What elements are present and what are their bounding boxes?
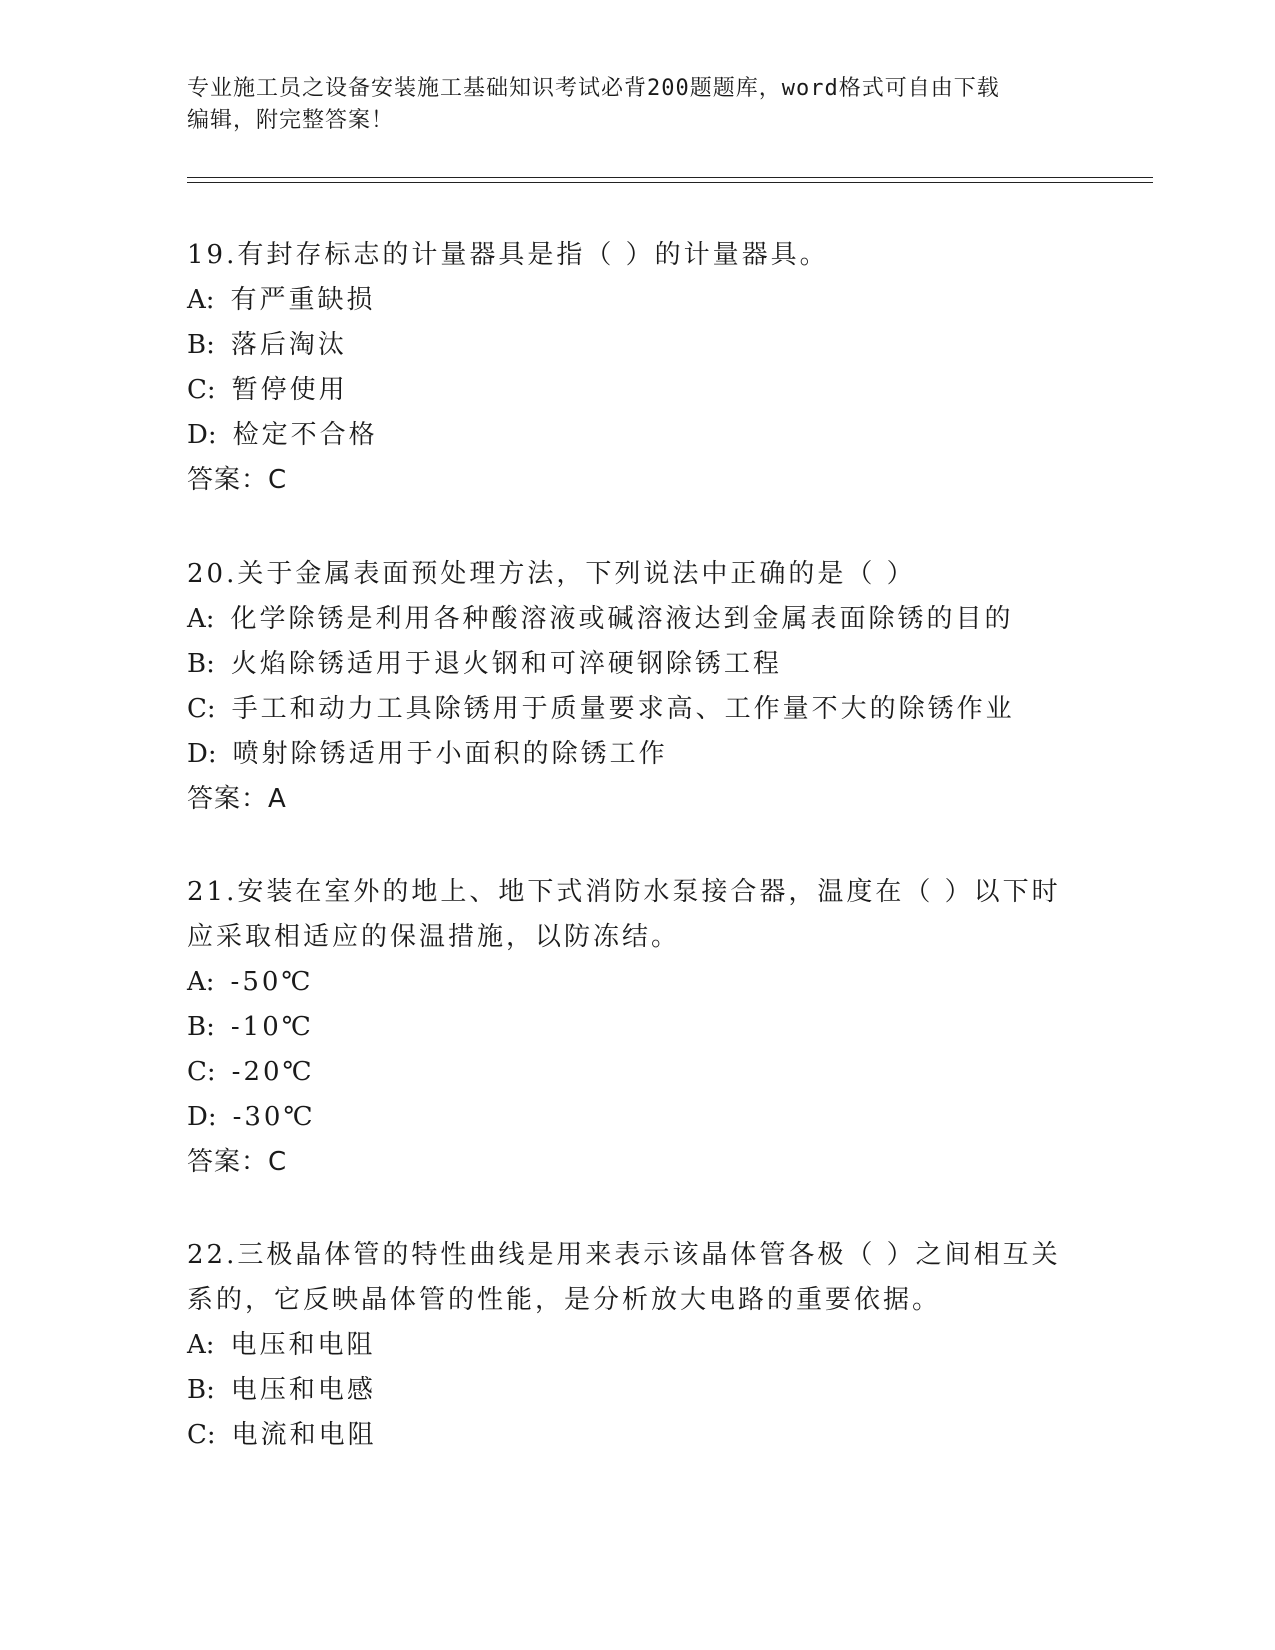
option-text: 电压和电阻 xyxy=(230,1330,376,1360)
answer-line: 答案：C xyxy=(187,1147,288,1177)
option-letter: C: xyxy=(187,694,216,724)
stem-line: 系的，它反映晶体管的性能，是分析放大电路的重要依据。 xyxy=(187,1285,942,1315)
option-b xyxy=(187,1368,1087,1413)
header-divider-bottom xyxy=(187,182,1153,183)
option-letter: B: xyxy=(187,1012,215,1042)
option-letter: D: xyxy=(187,1102,217,1132)
option-d xyxy=(187,413,1087,458)
question-20 xyxy=(187,552,1087,822)
stem-line: 21.安装在室外的地上、地下式消防水泵接合器，温度在（ ）以下时 xyxy=(187,877,1061,907)
option-letter: B: xyxy=(187,649,215,679)
question-stem xyxy=(187,1233,1087,1323)
option-letter: A: xyxy=(187,1330,215,1360)
option-b xyxy=(187,642,1087,687)
option-letter: C: xyxy=(187,1420,216,1450)
option-text: -30℃ xyxy=(232,1102,316,1132)
stem-line: 20.关于金属表面预处理方法，下列说法中正确的是（ ） xyxy=(187,559,916,589)
option-c xyxy=(187,1050,1087,1095)
option-letter: A: xyxy=(187,604,215,634)
question-stem xyxy=(187,552,1087,597)
option-a xyxy=(187,278,1087,323)
option-letter: A: xyxy=(187,285,215,315)
option-a xyxy=(187,597,1087,642)
option-b xyxy=(187,323,1087,368)
option-text: 火焰除锈适用于退火钢和可淬硬钢除锈工程 xyxy=(230,649,782,679)
option-text: 落后淘汰 xyxy=(230,330,347,360)
option-d xyxy=(187,732,1087,777)
stem-line: 应采取相适应的保温措施，以防冻结。 xyxy=(187,922,681,952)
option-text: -50℃ xyxy=(230,967,314,997)
option-text: 化学除锈是利用各种酸溶液或碱溶液达到金属表面除锈的目的 xyxy=(230,604,1014,634)
option-a xyxy=(187,1323,1087,1368)
option-letter: B: xyxy=(187,330,215,360)
option-c xyxy=(187,368,1087,413)
option-text: -10℃ xyxy=(230,1012,314,1042)
option-text: 电流和电阻 xyxy=(231,1420,377,1450)
option-letter: D: xyxy=(187,420,217,450)
question-22 xyxy=(187,1233,1087,1458)
option-text: 喷射除锈适用于小面积的除锈工作 xyxy=(232,739,668,769)
option-letter: C: xyxy=(187,1057,216,1087)
header-line-1: 专业施工员之设备安装施工基础知识考试必背200题题库，word格式可自由下载 xyxy=(187,76,1000,101)
stem-line: 22.三极晶体管的特性曲线是用来表示该晶体管各极（ ）之间相互关 xyxy=(187,1240,1061,1270)
header-line-2: 编辑，附完整答案！ xyxy=(187,108,395,133)
option-text: 手工和动力工具除锈用于质量要求高、工作量不大的除锈作业 xyxy=(231,694,1015,724)
question-stem xyxy=(187,870,1087,960)
question-19 xyxy=(187,233,1087,503)
header-divider-top xyxy=(187,177,1153,178)
stem-line: 19.有封存标志的计量器具是指（ ）的计量器具。 xyxy=(187,240,829,270)
answer-line: 答案：A xyxy=(187,784,287,814)
option-c xyxy=(187,1413,1087,1458)
option-text: -20℃ xyxy=(231,1057,315,1087)
option-a xyxy=(187,960,1087,1005)
option-b xyxy=(187,1005,1087,1050)
option-letter: B: xyxy=(187,1375,215,1405)
question-stem xyxy=(187,233,1087,278)
answer-line: 答案：C xyxy=(187,465,288,495)
document-header xyxy=(187,73,1067,137)
option-c xyxy=(187,687,1087,732)
option-letter: D: xyxy=(187,739,217,769)
option-letter: A: xyxy=(187,967,215,997)
option-d xyxy=(187,1095,1087,1140)
option-text: 暂停使用 xyxy=(231,375,348,405)
question-21 xyxy=(187,870,1087,1185)
option-text: 电压和电感 xyxy=(230,1375,376,1405)
option-text: 检定不合格 xyxy=(232,420,378,450)
option-letter: C: xyxy=(187,375,216,405)
option-text: 有严重缺损 xyxy=(230,285,376,315)
